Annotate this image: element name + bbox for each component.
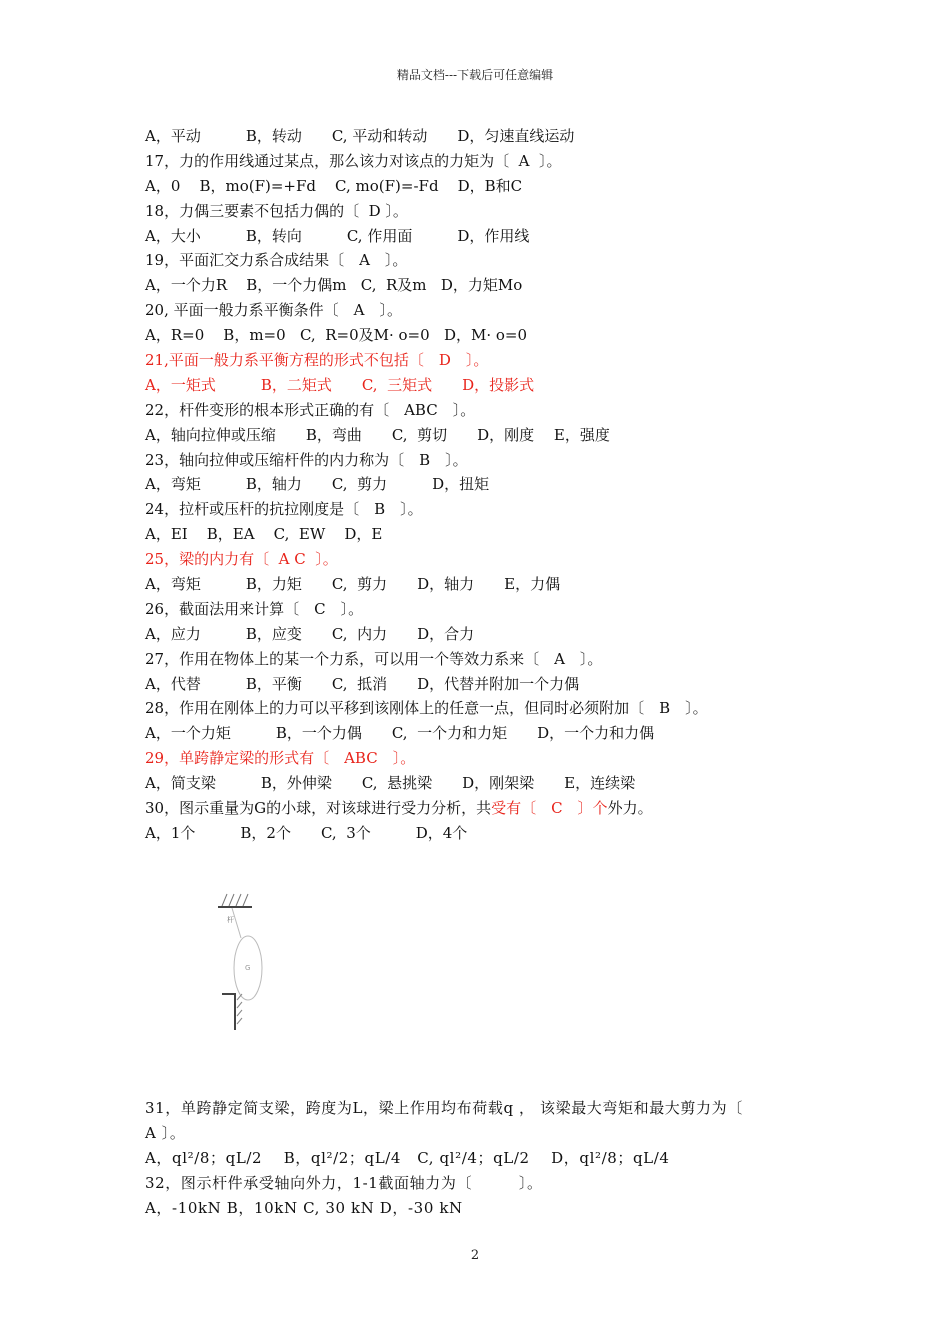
text-line: A，大小 B，转向 C, 作用面 D，作用线 bbox=[145, 226, 530, 245]
text-line: 29，单跨静定梁的形式有〔 ABC 〕。 bbox=[145, 749, 416, 768]
text-line: 26，截面法用来计算〔 C 〕。 bbox=[145, 599, 364, 618]
text-line: A，0 B，mo(F)=+Fd C, mo(F)=-Fd D，B和C bbox=[145, 176, 523, 195]
text-line: A，轴向拉伸或压缩 B，弯曲 C, 剪切 D，刚度 E，强度 bbox=[145, 425, 610, 444]
question-list bbox=[145, 124, 825, 846]
text-line: 22，杆件变形的根本形式正确的有〔 ABC 〕。 bbox=[145, 400, 476, 419]
question-31: 31，单跨静定简支梁，跨度为L，梁上作用均布荷载q ， 该梁最大弯矩和最大剪力为〔 bbox=[145, 1099, 743, 1117]
text-line: A，弯矩 B，轴力 C, 剪力 D，扭矩 bbox=[145, 475, 490, 494]
text-line: 20, 平面一般力系平衡条件〔 A 〕。 bbox=[145, 301, 402, 320]
text-line: A，一个力矩 B，一个力偶 C, 一个力和力矩 D，一个力和力偶 bbox=[145, 724, 655, 743]
text-line: A，代替 B，平衡 C, 抵消 D，代替并附加一个力偶 bbox=[145, 674, 580, 693]
question-30-options: A，1个 B，2个 C, 3个 D，4个 bbox=[145, 823, 468, 842]
ball-diagram-icon bbox=[210, 880, 270, 1040]
text-line: A，弯矩 B，力矩 C, 剪力 D，轴力 E，力偶 bbox=[145, 575, 561, 594]
text-line: A，应力 B，应变 C, 内力 D，合力 bbox=[145, 624, 475, 643]
question-list-2 bbox=[145, 1096, 825, 1221]
question-31-cont: A 〕。 bbox=[145, 1124, 186, 1142]
text-line: A，一个力R B，一个力偶m C, R及m D，力矩Mo bbox=[145, 276, 523, 295]
text-line: A，平动 B，转动 C, 平动和转动 D，匀速直线运动 bbox=[145, 127, 575, 145]
question-32-options: A，-10kN B，10kN C, 30 kN D，-30 kN bbox=[145, 1199, 463, 1217]
ball-label: G bbox=[245, 964, 251, 972]
question-32: 32，图示杆件承受轴向外力，1-1截面轴力为〔 〕。 bbox=[145, 1174, 543, 1192]
text-line: 27，作用在物体上的某一个力系，可以用一个等效力系来〔 A 〕。 bbox=[145, 649, 603, 668]
page-header: 精品文档---下载后可任意编辑 bbox=[396, 68, 554, 82]
rope-label: 杆 bbox=[227, 916, 234, 924]
text-line: A，一矩式 B，二矩式 C, 三矩式 D，投影式 bbox=[145, 375, 535, 394]
text-line: 17，力的作用线通过某点，那么该力对该点的力矩为〔 A 〕。 bbox=[145, 151, 562, 170]
text-line: 21,平面一般力系平衡方程的形式不包括〔 D 〕。 bbox=[145, 351, 489, 370]
text-line: A，R=0 B，m=0 C, R=0及M· o=0 D，M· o=0 bbox=[145, 326, 528, 345]
ball-figure bbox=[210, 880, 270, 1040]
text-line: A，EI B，EA C, EW D，E bbox=[145, 525, 383, 544]
option-c: C, ql²/4；qL/2 bbox=[417, 1149, 530, 1167]
question-30-suffix: 外力。 bbox=[607, 799, 653, 818]
option-d: D，ql²/8；qL/4 bbox=[551, 1149, 670, 1167]
text-line: 19，平面汇交力系合成结果〔 A 〕。 bbox=[145, 251, 408, 270]
text-line: 18，力偶三要素不包括力偶的〔 D 〕。 bbox=[145, 201, 408, 220]
text-line: A，简支梁 B，外伸梁 C, 悬挑梁 D，刚架梁 E，连续梁 bbox=[145, 774, 636, 793]
text-line: 25，梁的内力有〔 A C 〕。 bbox=[145, 550, 338, 569]
text-line: 28，作用在刚体上的力可以平移到该刚体上的任意一点，但同时必须附加〔 B 〕。 bbox=[145, 699, 708, 718]
question-30-answer: 受有〔 C 〕个 bbox=[491, 799, 608, 818]
option-b: B，ql²/2；qL/4 bbox=[283, 1149, 402, 1167]
question-30-prefix: 30，图示重量为G的小球，对该球进行受力分析，共 bbox=[145, 799, 492, 818]
question-31-options bbox=[145, 1146, 825, 1171]
page-number: 2 bbox=[470, 1248, 480, 1263]
text-line: 24，拉杆或压杆的抗拉刚度是〔 B 〕。 bbox=[145, 500, 423, 519]
question-30 bbox=[145, 796, 825, 821]
text-line: 23，轴向拉伸或压缩杆件的内力称为〔 B 〕。 bbox=[145, 450, 468, 469]
option-a: A，ql²/8；qL/2 bbox=[145, 1149, 263, 1167]
